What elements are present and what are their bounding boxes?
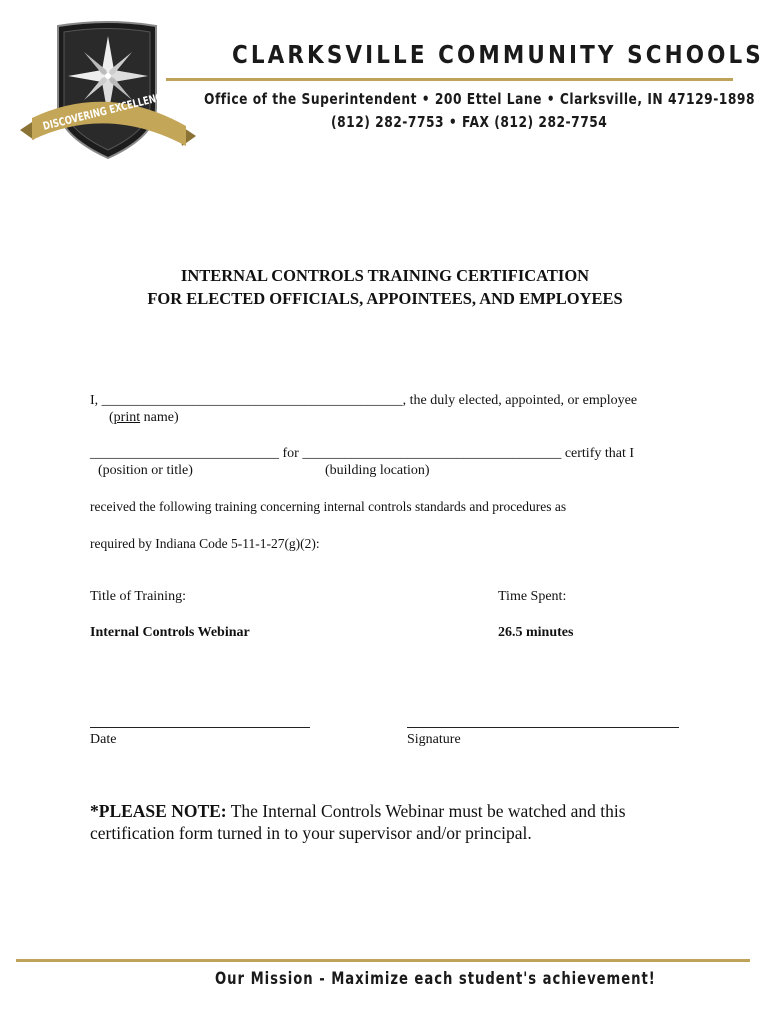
- date-line[interactable]: [90, 727, 310, 728]
- name-line-prefix: I,: [90, 393, 102, 408]
- position-label: (position or title): [98, 463, 193, 478]
- footer-divider: [16, 959, 750, 962]
- date-label: Date: [90, 732, 117, 747]
- signature-label: Signature: [407, 732, 461, 747]
- for-word: for: [279, 446, 303, 461]
- name-word: name): [140, 410, 179, 425]
- name-blank[interactable]: ___________________________________________: [101, 393, 403, 408]
- title-of-training-header: Title of Training:: [90, 589, 186, 604]
- building-blank[interactable]: _____________________________________: [302, 446, 562, 461]
- document-title-line1: INTERNAL CONTROLS TRAINING CERTIFICATION: [180, 266, 590, 285]
- name-line: [90, 393, 637, 409]
- print-name-label: [109, 410, 179, 426]
- training-title-value: Internal Controls Webinar: [90, 625, 250, 640]
- certify-text: certify that I: [561, 446, 635, 461]
- position-blank[interactable]: ___________________________: [90, 446, 279, 461]
- shield-logo-icon: [16, 18, 200, 164]
- name-line-suffix: , the duly elected, appointed, or employee: [402, 393, 638, 408]
- school-logo: [16, 18, 200, 164]
- signature-line[interactable]: [407, 727, 679, 728]
- position-line: [90, 446, 634, 462]
- mission-statement: Our Mission - Maximize each student's achievement!: [215, 969, 656, 988]
- training-paragraph-line2: required by Indiana Code 5-11-1-27(g)(2):: [90, 536, 320, 551]
- building-label: (building location): [325, 463, 430, 478]
- please-note: [90, 800, 690, 844]
- header-divider: [166, 78, 733, 81]
- time-spent-value: 26.5 minutes: [498, 625, 574, 640]
- please-note-label: *PLEASE NOTE:: [90, 801, 227, 821]
- address-line: Office of the Superintendent • 200 Ettel Lane • Clarksville, IN 47129-1898: [204, 90, 756, 108]
- print-word: print: [113, 410, 141, 425]
- school-name: CLARKSVILLE COMMUNITY SCHOOLS: [232, 40, 764, 69]
- document-title-line2: FOR ELECTED OFFICIALS, APPOINTEES, AND EMPLOYEES: [147, 289, 623, 308]
- paren-open: (: [109, 410, 114, 425]
- logo-banner-text: DISCOVERING EXCELLENCE: [41, 80, 200, 133]
- training-paragraph-line1: received the following training concerning internal controls standards and procedures as: [90, 499, 567, 514]
- please-note-text: The Internal Controls Webinar must be watched and this certification form turned in to your supervisor and/or principal.: [90, 801, 626, 843]
- time-spent-header: Time Spent:: [498, 589, 567, 604]
- phone-line: (812) 282-7753 • FAX (812) 282-7754: [331, 113, 608, 131]
